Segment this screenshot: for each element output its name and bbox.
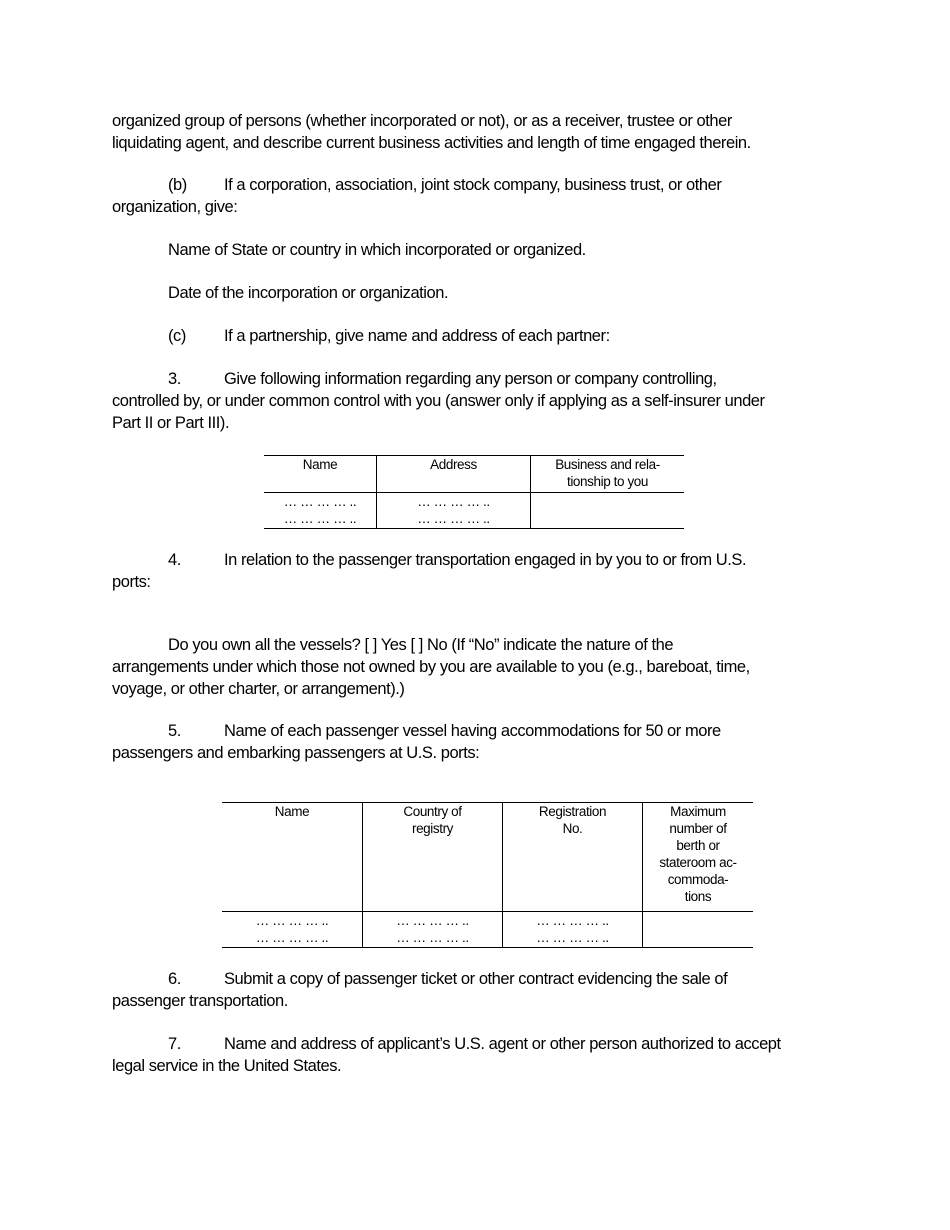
table1-header-name: Name [264, 456, 377, 493]
item-b-paragraph [112, 174, 852, 218]
date-line [112, 282, 852, 304]
item-5-line-1: Name of each passenger vessel having accommodations for 50 or more [224, 722, 721, 740]
table2-cell-maximum [643, 912, 754, 948]
item-3-paragraph [112, 368, 852, 434]
table2-cell-registration: … … … … .. … … … … .. [503, 912, 643, 948]
table2-header-country: Country of registry [363, 803, 503, 912]
state-line-text: Name of State or country in which incorporated or organized. [168, 241, 586, 259]
vessels-question-line-1: Do you own all the vessels? [ ] Yes [ ] No (If “No” indicate the nature of the [168, 636, 674, 654]
item-b-line-1: If a corporation, association, joint stock company, business trust, or other [224, 176, 722, 194]
item-4-line-2: ports: [112, 573, 151, 591]
vessels-question-line-2: arrangements under which those not owned by you are available to you (e.g., bareboat, time, [112, 658, 750, 676]
intro-line-1: organized group of persons (whether incorporated or not), or as a receiver, trustee or other [112, 112, 732, 130]
item-5-paragraph [112, 720, 852, 764]
item-6-paragraph [112, 968, 852, 1012]
item-3-label: 3. [168, 370, 181, 388]
table2-header-name: Name [222, 803, 363, 912]
item-c-label: (c) [168, 327, 186, 345]
item-c-text: If a partnership, give name and address of each partner: [224, 327, 610, 345]
item-b-line-2: organization, give: [112, 198, 238, 216]
table1-cell-business [531, 493, 685, 529]
item-4-label: 4. [168, 551, 181, 569]
item-6-label: 6. [168, 970, 181, 988]
table1-header-business: Business and rela- tionship to you [531, 456, 685, 493]
passenger-vessels-table [222, 802, 753, 948]
vessels-question-line-3: voyage, or other charter, or arrangement).) [112, 680, 405, 698]
table2-cell-country: … … … … .. … … … … .. [363, 912, 503, 948]
item-5-label: 5. [168, 722, 181, 740]
vessels-question-paragraph [112, 634, 852, 700]
state-line [112, 239, 852, 261]
item-7-line-2: legal service in the United States. [112, 1057, 342, 1075]
controlling-persons-table [264, 455, 684, 529]
item-7-line-1: Name and address of applicant’s U.S. agent or other person authorized to accept [224, 1035, 781, 1053]
date-line-text: Date of the incorporation or organization. [168, 284, 449, 302]
item-6-line-2: passenger transportation. [112, 992, 288, 1010]
item-c-paragraph [112, 325, 852, 347]
table1-cell-address: … … … … .. … … … … .. [377, 493, 531, 529]
item-4-line-1: In relation to the passenger transportation engaged in by you to or from U.S. [224, 551, 747, 569]
item-3-line-2: controlled by, or under common control with you (answer only if applying as a self-insurer under [112, 392, 765, 410]
item-4-paragraph [112, 549, 852, 593]
item-7-paragraph [112, 1033, 852, 1077]
intro-line-2: liquidating agent, and describe current business activities and length of time engaged therein. [112, 134, 751, 152]
table2-header-maximum: Maximum number of berth or stateroom ac- commoda- tions [643, 803, 754, 912]
table1-cell-name: … … … … .. … … … … .. [264, 493, 377, 529]
item-3-line-3: Part II or Part III). [112, 414, 230, 432]
item-b-label: (b) [168, 176, 187, 194]
item-6-line-1: Submit a copy of passenger ticket or other contract evidencing the sale of [224, 970, 728, 988]
item-5-line-2: passengers and embarking passengers at U.S. ports: [112, 744, 480, 762]
item-7-label: 7. [168, 1035, 181, 1053]
table1-header-address: Address [377, 456, 531, 493]
table2-header-registration: Registration No. [503, 803, 643, 912]
intro-paragraph [112, 110, 852, 154]
item-3-line-1: Give following information regarding any person or company controlling, [224, 370, 717, 388]
table2-cell-name: … … … … .. … … … … .. [222, 912, 363, 948]
